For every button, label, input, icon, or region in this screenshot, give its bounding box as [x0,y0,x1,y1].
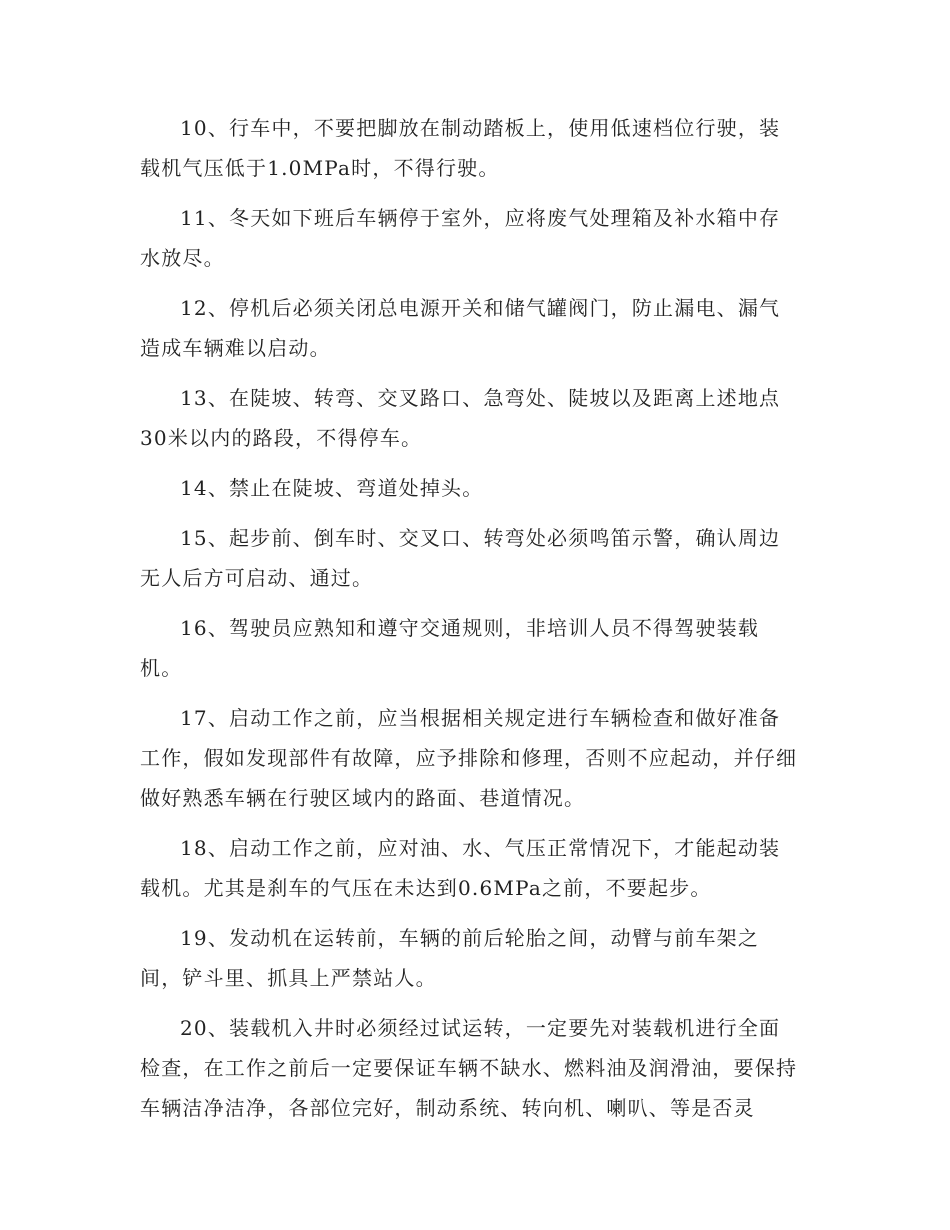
paragraph-15: 15、起步前、倒车时、交叉口、转弯处必须鸣笛示警，确认周边无人后方可启动、通过。 [140,526,781,590]
paragraph-11: 11、冬天如下班后车辆停于室外，应将废气处理箱及补水箱中存水放尽。 [140,206,781,270]
paragraph-13: 13、在陡坡、转弯、交叉路口、急弯处、陡坡以及距离上述地点30米以内的路段，不得停车。 [140,386,781,450]
paragraph-10: 10、行车中，不要把脚放在制动踏板上，使用低速档位行驶，装载机气压低于1.0MPa时，不得行驶。 [140,116,781,180]
paragraph-20: 20、装载机入井时必须经过试运转，一定要先对装载机进行全面检查，在工作之前后一定要保证车辆不缺水、燃料油及润滑油，要保持车辆洁净洁净，各部位完好，制动系统、转向机、喇叭、等是否灵 [140,1016,798,1120]
paragraph-14: 14、禁止在陡坡、弯道处掉头。 [180,476,484,500]
paragraph-12: 12、停机后必须关闭总电源开关和储气罐阀门，防止漏电、漏气造成车辆难以启动。 [140,296,781,360]
paragraph-16: 16、驾驶员应熟知和遵守交通规则，非培训人员不得驾驶装载机。 [140,616,760,680]
paragraph-19: 19、发动机在运转前，车辆的前后轮胎之间，动臂与前车架之间，铲斗里、抓具上严禁站人。 [140,926,760,990]
paragraph-17: 17、启动工作之前，应当根据相关规定进行车辆检查和做好准备工作，假如发现部件有故障，应予排除和修理，否则不应起动，并仔细做好熟悉车辆在行驶区域内的路面、巷道情况。 [140,706,798,810]
document-body [140,108,800,1138]
paragraph-18: 18、启动工作之前，应对油、水、气压正常情况下，才能起动装载机。尤其是刹车的气压在未达到0.6MPa之前，不要起步。 [140,836,781,900]
